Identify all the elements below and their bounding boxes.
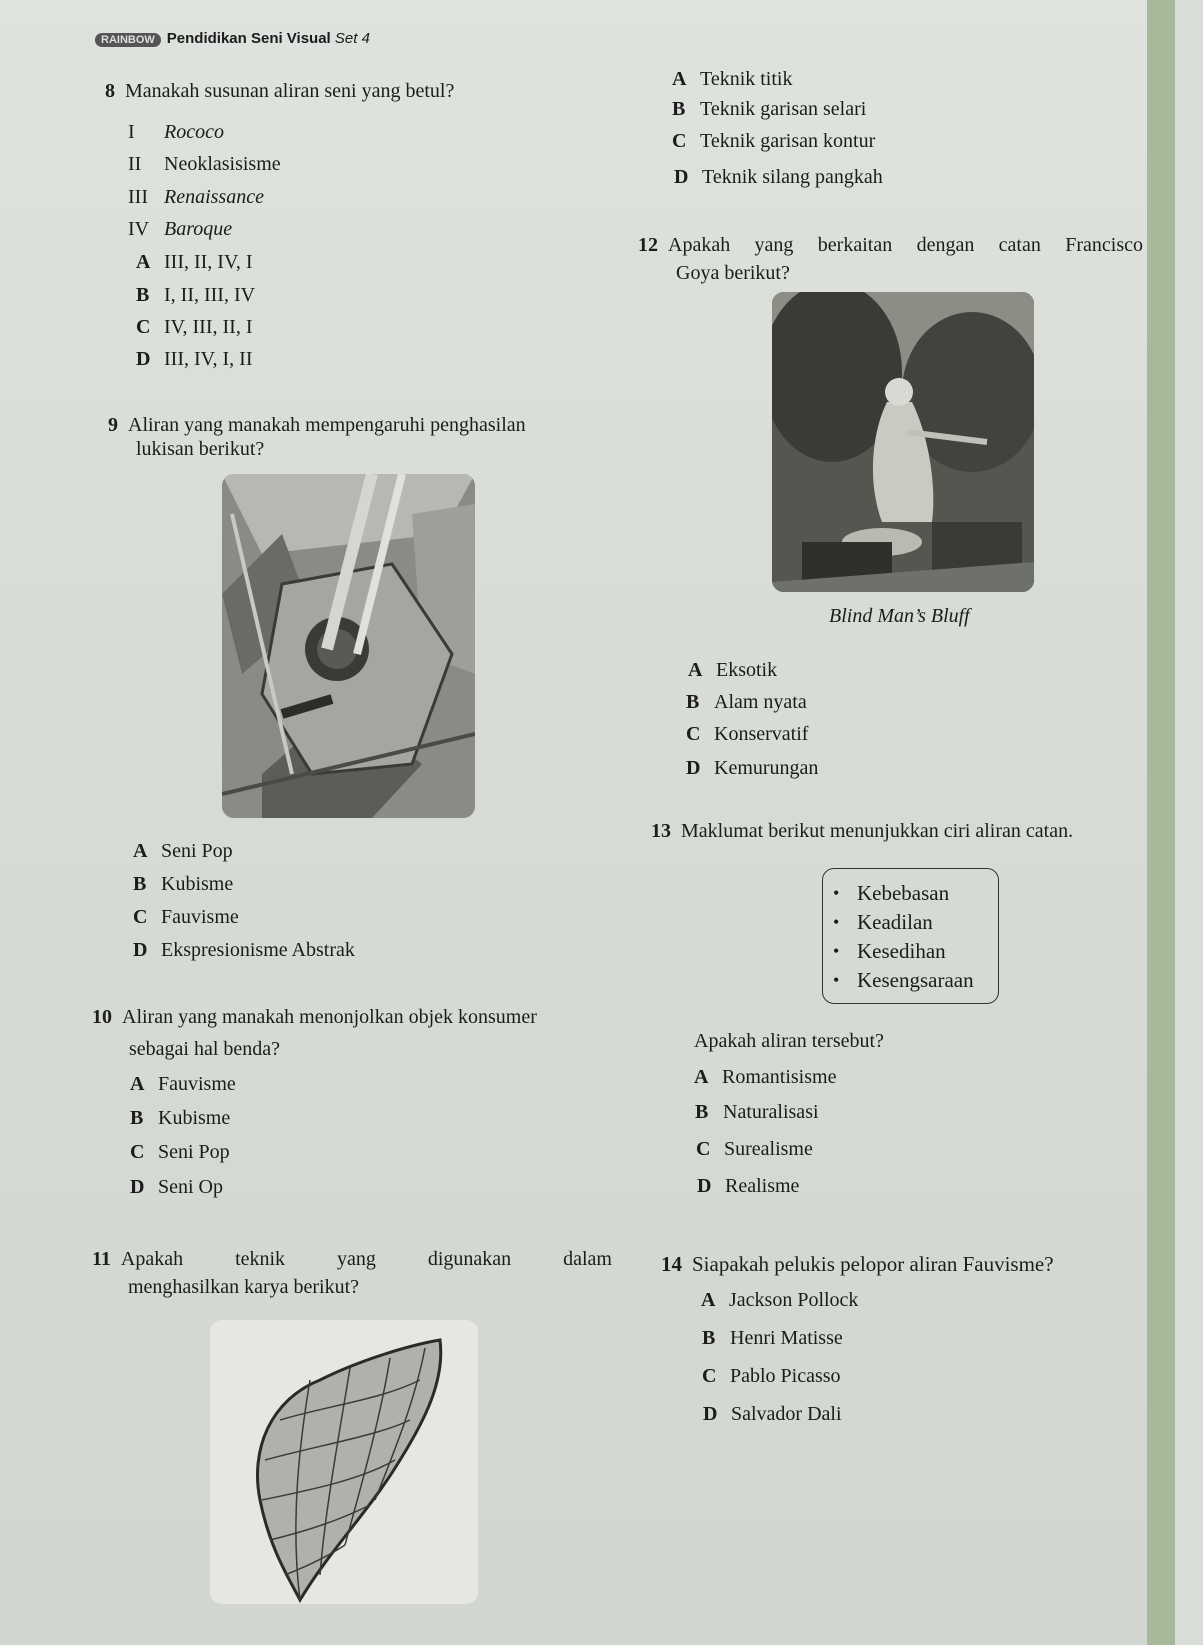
q12-option-a[interactable]	[688, 659, 777, 682]
q8-item-roman: I	[128, 121, 135, 143]
goya-painting	[772, 292, 1034, 592]
option-text: Fauvisme	[161, 906, 239, 928]
q12-stem	[638, 234, 1143, 257]
q11-word: digunakan	[427, 1248, 512, 1270]
option-letter: C	[130, 1141, 145, 1163]
q14-text: Siapakah pelukis pelopor aliran Fauvisme?	[692, 1252, 1054, 1276]
option-text: IV, III, II, I	[164, 316, 253, 338]
q13-option-c[interactable]	[696, 1138, 813, 1161]
q14-number: 14	[661, 1252, 682, 1276]
option-letter: A	[672, 68, 687, 90]
q13-option-d[interactable]	[697, 1175, 799, 1198]
q13-stem	[651, 820, 1073, 843]
q8-item-label: Renaissance	[164, 186, 264, 208]
option-letter: C	[672, 130, 687, 152]
q9-option-c[interactable]	[133, 906, 239, 929]
q11-stem	[92, 1248, 612, 1271]
q12-option-b[interactable]	[686, 691, 807, 714]
option-text: Kubisme	[158, 1107, 231, 1129]
option-text: Realisme	[725, 1175, 800, 1197]
q8-item-roman: III	[128, 186, 148, 208]
q13-feature: • Keadilan	[857, 908, 998, 937]
option-text: Romantisisme	[722, 1066, 837, 1088]
q8-item-label: Rococo	[164, 121, 224, 143]
option-text: Jackson Pollock	[729, 1289, 859, 1311]
q10-number: 10	[92, 1006, 112, 1028]
q8-item-label: Baroque	[164, 218, 233, 240]
q11-word: teknik	[235, 1248, 286, 1270]
q13-feature: • Kebebasan	[857, 879, 998, 908]
q11-option-d[interactable]	[674, 166, 883, 189]
q13-option-a[interactable]	[694, 1066, 836, 1089]
option-letter: A	[688, 659, 703, 681]
option-text: III, II, IV, I	[164, 251, 253, 273]
q11-number: 11	[92, 1248, 111, 1270]
option-letter: D	[136, 348, 151, 370]
q14-option-d[interactable]	[703, 1403, 842, 1426]
page-edge	[1147, 0, 1175, 1645]
option-letter: C	[136, 316, 151, 338]
q12-line1: Apakah yang berkaitan dengan catan Francisco	[668, 234, 1143, 256]
q11-word: dalam	[563, 1248, 612, 1270]
cubist-guitar-painting	[222, 474, 475, 818]
q9-option-b[interactable]	[133, 873, 233, 896]
q14-option-c[interactable]	[702, 1365, 841, 1388]
q10-option-d[interactable]	[130, 1176, 223, 1199]
q8-stem	[105, 80, 454, 103]
q13-text: Maklumat berikut menunjukkan ciri aliran catan.	[681, 820, 1074, 842]
option-letter: A	[130, 1073, 145, 1095]
q13-number: 13	[651, 820, 671, 842]
q10-option-c[interactable]	[130, 1141, 230, 1164]
option-text: Teknik silang pangkah	[702, 166, 883, 188]
option-text: III, IV, I, II	[164, 348, 253, 370]
q8-option-a[interactable]	[136, 251, 253, 274]
option-text: Alam nyata	[714, 691, 807, 713]
page-header	[95, 30, 370, 47]
option-letter: B	[130, 1107, 144, 1129]
painting-caption: Blind Man’s Bluff	[829, 605, 970, 627]
option-letter: C	[133, 906, 148, 928]
option-text: Kemurungan	[714, 757, 819, 779]
shell-drawing	[210, 1320, 478, 1604]
q11-line2: menghasilkan karya berikut?	[128, 1276, 360, 1298]
option-letter: B	[136, 284, 150, 306]
header-title: Pendidikan Seni Visual	[166, 30, 331, 47]
option-text: Seni Pop	[158, 1141, 230, 1163]
option-text: Teknik garisan selari	[700, 98, 867, 120]
q9-option-a[interactable]	[133, 840, 233, 863]
option-letter: A	[694, 1066, 709, 1088]
q11-option-b[interactable]	[672, 98, 866, 121]
q9-option-d[interactable]	[133, 939, 355, 962]
q9-line2: lukisan berikut?	[136, 438, 265, 460]
option-letter: C	[702, 1365, 717, 1387]
q8-item-1	[128, 121, 224, 144]
option-letter: B	[695, 1101, 709, 1123]
option-text: Henri Matisse	[730, 1327, 843, 1349]
q10-option-b[interactable]	[130, 1107, 230, 1130]
option-letter: C	[686, 723, 701, 745]
option-text: Salvador Dali	[731, 1403, 842, 1425]
q11-first-word	[92, 1248, 183, 1271]
blind-mans-bluff-image	[772, 292, 1034, 592]
option-letter: D	[674, 166, 689, 188]
q14-stem	[661, 1252, 1054, 1277]
option-letter: A	[133, 840, 148, 862]
option-letter: D	[133, 939, 148, 961]
q13-feature: • Kesedihan	[857, 937, 998, 966]
option-text: Ekspresionisme Abstrak	[161, 939, 355, 961]
option-text: Pablo Picasso	[730, 1365, 841, 1387]
option-letter: D	[130, 1176, 145, 1198]
q14-option-a[interactable]	[701, 1289, 858, 1312]
option-text: Konservatif	[714, 723, 809, 745]
q10-line1: Aliran yang manakah menonjolkan objek konsumer	[122, 1006, 537, 1028]
q14-option-b[interactable]	[702, 1327, 843, 1350]
q12-option-d[interactable]	[686, 757, 818, 780]
q8-item-4	[128, 218, 232, 241]
option-text: Eksotik	[716, 659, 778, 681]
header-set: Set 4	[334, 30, 370, 47]
q10-stem	[92, 1006, 537, 1029]
q13-option-b[interactable]	[695, 1101, 819, 1124]
cubist-guitar-image	[222, 474, 475, 818]
option-text: Kubisme	[161, 873, 234, 895]
option-letter: D	[703, 1403, 718, 1425]
q11-word: yang	[337, 1248, 376, 1270]
q8-text: Manakah susunan aliran seni yang betul?	[125, 80, 455, 102]
option-text: Seni Pop	[161, 840, 233, 862]
q8-option-b[interactable]	[136, 284, 255, 307]
q8-option-c[interactable]	[136, 316, 253, 339]
q8-item-roman: IV	[128, 218, 150, 240]
option-text: Fauvisme	[158, 1073, 236, 1095]
q13-feature-box	[822, 868, 999, 1004]
q8-item-3	[128, 186, 264, 209]
q11-option-c[interactable]	[672, 130, 875, 153]
option-text: Teknik garisan kontur	[700, 130, 876, 152]
option-letter: B	[133, 873, 147, 895]
option-text: Surealisme	[724, 1138, 813, 1160]
option-text: Seni Op	[158, 1176, 223, 1198]
q8-number: 8	[105, 80, 115, 102]
q12-line2: Goya berikut?	[676, 262, 790, 284]
q13-question: Apakah aliran tersebut?	[694, 1030, 884, 1052]
option-letter: A	[136, 251, 151, 273]
option-letter: D	[686, 757, 701, 779]
q8-option-d[interactable]	[136, 348, 253, 371]
option-letter: B	[702, 1327, 716, 1349]
option-letter: B	[686, 691, 700, 713]
q11-word: Apakah	[120, 1248, 184, 1270]
option-text: I, II, III, IV	[164, 284, 256, 306]
q12-number: 12	[638, 234, 658, 256]
q12-option-c[interactable]	[686, 723, 808, 746]
shell-contour-image	[210, 1320, 478, 1604]
q9-stem	[108, 414, 526, 437]
q10-option-a[interactable]	[130, 1073, 236, 1096]
option-letter: A	[701, 1289, 716, 1311]
q10-line2: sebagai hal benda?	[129, 1038, 281, 1060]
option-letter: B	[672, 98, 686, 120]
option-text: Naturalisasi	[723, 1101, 819, 1123]
option-text: Teknik titik	[700, 68, 793, 90]
q9-line1: Aliran yang manakah mempengaruhi penghasilan	[128, 414, 526, 436]
q8-item-label: Neoklasisisme	[164, 153, 281, 175]
q8-item-roman: II	[128, 153, 142, 175]
option-letter: C	[696, 1138, 711, 1160]
option-letter: D	[697, 1175, 712, 1197]
q13-feature: • Kesengsaraan	[857, 966, 998, 995]
q11-option-a[interactable]	[672, 68, 792, 91]
q8-item-2	[128, 153, 281, 176]
publisher-logo: RAINBOW	[95, 33, 161, 47]
q9-number: 9	[108, 414, 118, 436]
q13-feature-list	[823, 879, 998, 995]
